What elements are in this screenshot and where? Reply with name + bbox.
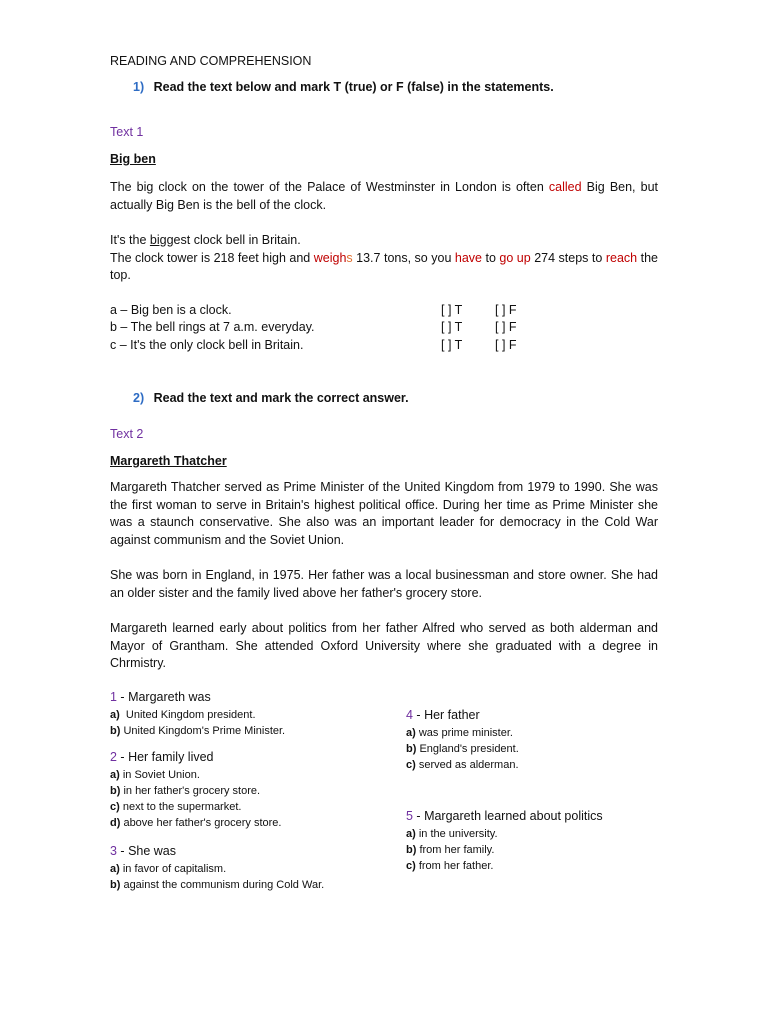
question-number: 1 (110, 690, 117, 704)
answer-option[interactable] (110, 815, 281, 831)
option-text: in her father's grocery store. (120, 785, 261, 797)
highlight-go-up: go up (499, 250, 531, 265)
question-text: Margareth learned about politics (424, 809, 603, 823)
question-separator: - (412, 809, 425, 823)
option-letter: b) (406, 743, 417, 755)
question-title (406, 708, 519, 722)
question-title (110, 750, 281, 764)
question-text: Her family lived (128, 750, 214, 764)
highlight-weigh: weigh (313, 250, 347, 265)
instruction-1-number: 1) (133, 80, 145, 94)
true-checkbox[interactable]: [ ] T (441, 338, 463, 352)
instruction-2-number: 2) (133, 391, 145, 405)
question-separator: - (116, 750, 129, 764)
option-letter: d) (110, 817, 121, 829)
question-4 (406, 708, 519, 773)
answer-option[interactable] (406, 826, 603, 842)
text-2-paragraph-1 (110, 479, 658, 549)
question-separator: - (412, 708, 425, 722)
text-1-p3-start: The clock tower is 218 feet high and (110, 250, 314, 265)
statement-text: a – Big ben is a clock. (110, 303, 232, 317)
option-text: served as alderman. (415, 759, 519, 771)
highlight-weigh-s: s (346, 250, 353, 265)
option-text: United Kingdom's Prime Minister. (120, 725, 286, 737)
false-checkbox[interactable]: [ ] F (495, 320, 517, 334)
option-text: in Soviet Union. (119, 769, 200, 781)
page-header: READING AND COMPREHENSION (110, 54, 312, 68)
text-1-p1-start: The big clock on the tower of the Palace of Westminster in London is often (110, 180, 549, 194)
instruction-1 (133, 80, 554, 94)
text-2-title: Margareth Thatcher (110, 454, 227, 468)
question-text: She was (128, 844, 177, 858)
instruction-2 (133, 391, 409, 405)
question-number: 5 (406, 809, 413, 823)
statement-text: b – The bell rings at 7 a.m. everyday. (110, 320, 315, 334)
answer-option[interactable] (406, 741, 519, 757)
option-letter: a) (406, 727, 416, 739)
option-text: was prime minister. (415, 727, 513, 739)
answer-option[interactable] (406, 757, 519, 773)
question-1 (110, 690, 285, 739)
text-1-paragraph-1 (110, 179, 658, 214)
answer-option[interactable] (110, 783, 281, 799)
option-letter: a) (110, 769, 120, 781)
text-1-p3-mid: 13.7 tons, so you (352, 250, 455, 265)
true-checkbox[interactable]: [ ] T (441, 303, 463, 317)
question-separator: - (116, 690, 129, 704)
instruction-2-text: Read the text and mark the correct answer. (153, 391, 409, 405)
highlight-called: called (548, 180, 582, 194)
answer-option[interactable] (406, 858, 603, 874)
answer-option[interactable] (110, 877, 324, 893)
highlight-have: have (454, 250, 482, 265)
text-1-p2-start: It's the (110, 233, 150, 247)
text-1-p1-end: Big Ben, but actually Big Ben is the bell of the clock. (110, 180, 658, 212)
question-title (406, 809, 603, 823)
instruction-1-text: Read the text below and mark T (true) or F (false) in the statements. (153, 80, 554, 94)
question-2 (110, 750, 281, 831)
option-letter: b) (110, 725, 121, 737)
text-2-paragraph-2 (110, 567, 658, 602)
text-1-p3-end: the top. (110, 250, 658, 282)
option-text: United Kingdom president. (119, 709, 256, 721)
question-title (110, 844, 324, 858)
option-text: in the university. (415, 828, 498, 840)
question-text: Margareth was (128, 690, 211, 704)
option-letter: a) (110, 863, 120, 875)
option-text: against the communism during Cold War. (120, 879, 325, 891)
option-letter: a) (406, 828, 416, 840)
text-2-p1: Margareth Thatcher served as Prime Minister of the United Kingdom from 1979 to 1990. She was the first woman to serve in Britain's highest political office. During her time as Prime Minister she was a staunch conservative. She also was an important leader for democracy in the Cold War against communism and the Soviet Union. (110, 480, 658, 547)
option-letter: b) (110, 879, 121, 891)
option-text: from her father. (415, 860, 494, 872)
text-2-paragraph-3 (110, 620, 658, 673)
option-text: England's president. (416, 743, 519, 755)
question-text: Her father (424, 708, 480, 722)
option-text: in favor of capitalism. (119, 863, 227, 875)
question-separator: - (116, 844, 129, 858)
question-title (110, 690, 285, 704)
option-letter: c) (110, 801, 120, 813)
option-letter: b) (406, 844, 417, 856)
option-text: from her family. (416, 844, 495, 856)
option-letter: b) (110, 785, 121, 797)
text-2-p3: Margareth learned early about politics from her father Alfred who served as both alderman and Mayor of Grantham. She attended Oxford University where she graduated with a degree in Chrmistry. (110, 621, 658, 670)
question-3 (110, 844, 324, 893)
answer-option[interactable] (110, 861, 324, 877)
false-checkbox[interactable]: [ ] F (495, 303, 517, 317)
question-number: 2 (110, 750, 117, 764)
text-1-p3-to: to (482, 250, 500, 265)
answer-option[interactable] (406, 725, 519, 741)
false-checkbox[interactable]: [ ] F (495, 338, 517, 352)
statement-text: c – It's the only clock bell in Britain. (110, 338, 304, 352)
true-checkbox[interactable]: [ ] T (441, 320, 463, 334)
question-5 (406, 809, 603, 874)
option-text: next to the supermarket. (119, 801, 242, 813)
answer-option[interactable] (110, 707, 285, 723)
text-1-title: Big ben (110, 152, 156, 166)
text-1-label: Text 1 (110, 125, 144, 139)
text-2-p2: She was born in England, in 1975. Her father was a local businessman and store owner. She had an older sister and the family lived above her father's grocery store. (110, 568, 658, 600)
option-letter: c) (406, 860, 416, 872)
question-number: 3 (110, 844, 117, 858)
underlined-bigg: bigg (149, 233, 174, 247)
answer-option[interactable] (110, 767, 281, 783)
option-letter: c) (406, 759, 416, 771)
answer-option[interactable] (110, 799, 281, 815)
option-text: above her father's grocery store. (120, 817, 282, 829)
text-1-p2-end: est clock bell in Britain. (173, 233, 301, 247)
answer-option[interactable] (110, 723, 285, 739)
option-letter: a) (110, 709, 120, 721)
text-1-p3-steps: 274 steps to (530, 250, 606, 265)
text-2-label: Text 2 (110, 427, 144, 441)
question-number: 4 (406, 708, 413, 722)
answer-option[interactable] (406, 842, 603, 858)
highlight-reach: reach (605, 250, 638, 265)
text-1-paragraph-2 (110, 232, 658, 285)
